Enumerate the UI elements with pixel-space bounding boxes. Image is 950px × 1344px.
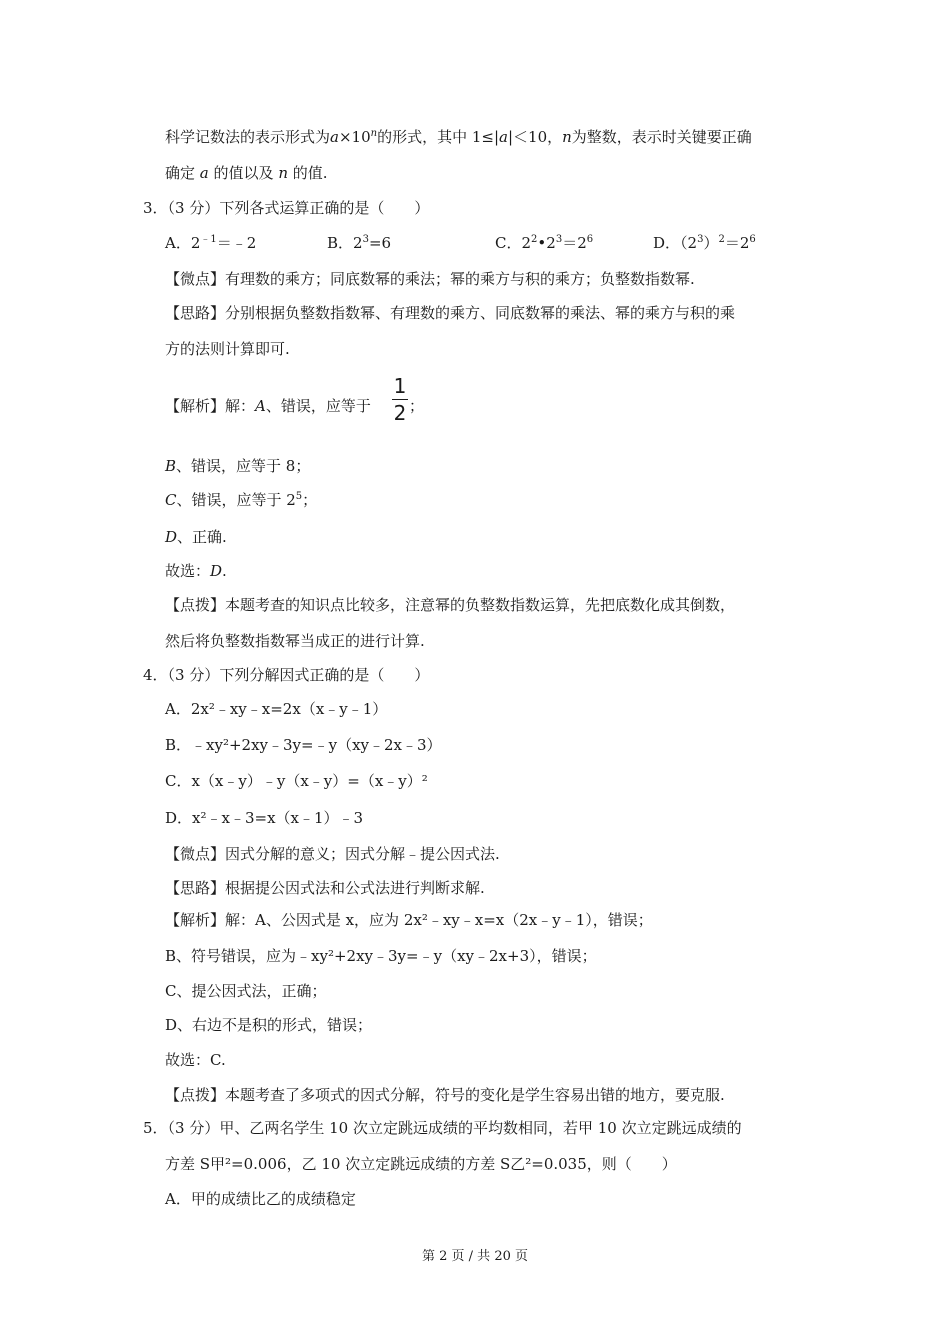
q4-jiexi: 【解析】解：A、公因式是 x，应为 2x²﹣xy﹣x=x（2x﹣y﹣1），错误； (165, 911, 653, 929)
q4-dianbo: 【点拨】本题考查了多项式的因式分解，符号的变化是学生容易出错的地方，要克服. (165, 1086, 725, 1104)
q3-silu-line-2: 方的法则计算即可. (165, 340, 290, 358)
q3-fraction (392, 374, 408, 425)
q3-option-d: D．$(2^3)^2=2^6$ (653, 234, 756, 252)
q4-option-b: B．﹣xy²+2xy﹣3y=﹣y（xy﹣2x﹣3） (165, 736, 442, 754)
q4-answer: 故选：C. (165, 1051, 226, 1069)
q3-option-b: B．$2^3=6$ (327, 234, 392, 252)
q3-jiexi-end: ； (409, 397, 425, 415)
q3-stem: 3．（3 分）下列各式运算正确的是（ ） (143, 199, 430, 217)
fraction-numerator: 1 (393, 374, 407, 398)
q3-line-b: B、错误，应等于 8； (165, 457, 311, 475)
intro-line-2: 确定 a 的值以及 n 的值. (165, 164, 328, 182)
intro-line-1: 科学记数法的表示形式为$a\times 10^n$的形式，其中 1≤|a|＜10，n为整数，表示时关键要正确 (165, 128, 752, 146)
q3-jiexi: 【解析】解：A、错误，应等于 (165, 397, 371, 415)
q4-silu: 【思路】根据提公因式法和公式法进行判断求解. (165, 879, 485, 897)
q3-line-d: D、正确. (165, 528, 227, 546)
q4-option-a: A．2x²﹣xy﹣x=2x（x﹣y﹣1） (165, 700, 388, 718)
q5-stem-line-1: 5．（3 分）甲、乙两名学生 10 次立定跳远成绩的平均数相同，若甲 10 次立定跳远成绩的 (143, 1119, 742, 1137)
q3-silu-line-1: 【思路】分别根据负整数指数幂、有理数的乘方、同底数幂的乘法、幂的乘方与积的乘 (165, 304, 736, 322)
q3-dianbo-line-2: 然后将负整数指数幂当成正的进行计算. (165, 632, 425, 650)
q4-stem: 4．（3 分）下列分解因式正确的是（ ） (143, 666, 430, 684)
q4-line-c: C、提公因式法，正确； (165, 982, 327, 1000)
fraction-bar (392, 399, 408, 400)
q4-option-d: D．x²﹣x﹣3=x（x﹣1）﹣3 (165, 809, 364, 827)
page-footer: 第 2 页 / 共 20 页 (422, 1249, 528, 1264)
q3-answer: 故选：D. (165, 562, 227, 580)
q5-option-a: A．甲的成绩比乙的成绩稳定 (165, 1190, 356, 1208)
fraction-denominator: 2 (393, 401, 407, 425)
q4-line-b: B、符号错误，应为﹣xy²+2xy﹣3y=﹣y（xy﹣2x+3），错误； (165, 947, 597, 965)
q3-weidian: 【微点】有理数的乘方；同底数幂的乘法；幂的乘方与积的乘方；负整数指数幂. (165, 270, 695, 288)
q3-option-c: C．$2^2•2^3=2^6$ (495, 234, 594, 252)
q3-line-c: C、错误，应等于 $2^5$； (165, 491, 318, 509)
q3-option-a: A．$2^{﹣1}=﹣2$ (165, 234, 257, 252)
q4-line-d: D、右边不是积的形式，错误； (165, 1016, 373, 1034)
q4-weidian: 【微点】因式分解的意义；因式分解﹣提公因式法. (165, 845, 500, 863)
q5-stem-line-2: 方差 S甲²=0.006，乙 10 次立定跳远成绩的方差 S乙²=0.035，则（ ） (165, 1155, 677, 1173)
q4-option-c: C．x（x﹣y）﹣y（x﹣y）=（x﹣y）² (165, 772, 428, 790)
q3-dianbo-line-1: 【点拨】本题考查的知识点比较多，注意幂的负整数指数运算，先把底数化成其倒数， (165, 596, 736, 614)
